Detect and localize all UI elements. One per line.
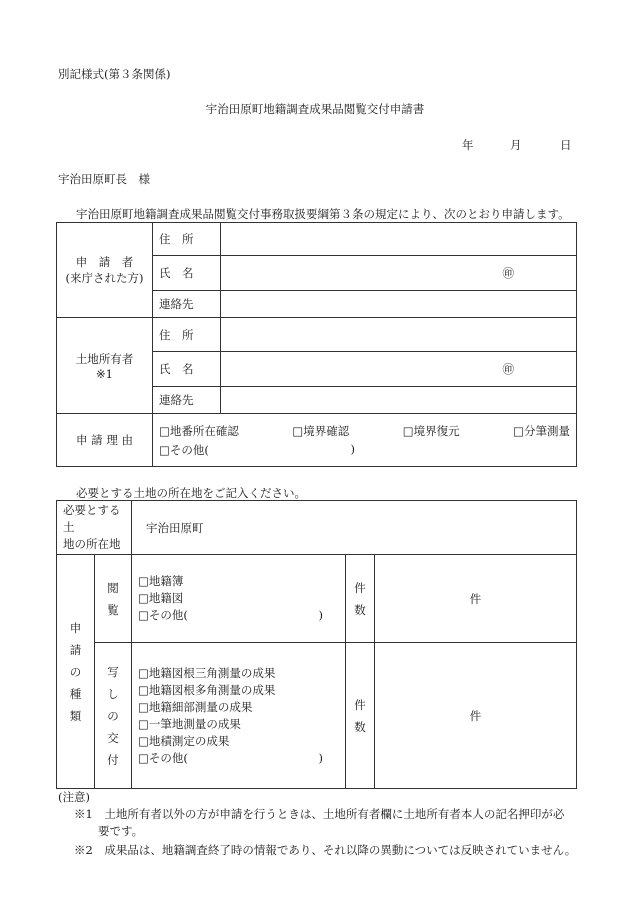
viewing-checkbox-other[interactable]: □その他( (138, 608, 188, 622)
location-field[interactable] (132, 501, 577, 555)
date-year-label: 年 (462, 138, 474, 152)
note-1-text: 土地所有者以外の方が申請を行うときは、土地所有者欄に土地所有者本人の記名押印が必 (104, 807, 565, 821)
copy-checkbox-triangulation[interactable]: □地籍図根三角測量の成果 (138, 665, 276, 680)
owner-label: 土地所有者 ※1 (57, 318, 153, 414)
notes-heading: (注意) (58, 790, 90, 804)
applicant-name-label: 氏 名 (153, 256, 221, 291)
reason-checkbox-other[interactable]: □その他( (159, 442, 209, 457)
note-1-continuation: 要です。 (98, 824, 144, 838)
owner-seal-mark: ㊞ (502, 362, 514, 376)
copy-options (132, 643, 346, 789)
viewing-checkbox-map[interactable]: □地籍図 (138, 591, 184, 605)
owner-address-field[interactable] (221, 318, 577, 352)
recipient: 宇治田原町長 様 (58, 172, 150, 186)
viewing-label: 閲 覧 (95, 555, 132, 643)
applicant-seal-mark: ㊞ (502, 266, 514, 280)
note-2-mark: ※2 (74, 843, 93, 857)
applicant-address-label: 住 所 (153, 223, 221, 256)
owner-address-label: 住 所 (153, 318, 221, 352)
location-instruction: 必要とする土地の所在地をご記入ください。 (76, 486, 306, 500)
copy-checkbox-traverse[interactable]: □地籍図根多角測量の成果 (138, 682, 276, 697)
reason-checkbox-lot-location[interactable]: □地番所在確認 (159, 423, 239, 438)
date-day-label: 日 (560, 138, 572, 152)
applicant-name-field[interactable] (221, 256, 577, 291)
copy-label: 写 し の 交 付 (95, 643, 132, 789)
copy-count-field[interactable] (375, 643, 577, 789)
reason-other-close-paren: ) (350, 441, 355, 456)
owner-contact-field[interactable] (221, 387, 577, 414)
note-1-mark: ※1 (74, 807, 93, 821)
document-title: 宇治田原町地籍調査成果品閲覧交付申請書 (205, 102, 425, 116)
applicant-label: 申 請 者 (来庁された方) (57, 223, 153, 318)
reason-checkbox-boundary-confirm[interactable]: □境界確認 (292, 423, 350, 438)
copy-count-label: 件 数 (346, 643, 375, 789)
application-type-label: 申 請 の 種 類 (57, 555, 95, 789)
request-table (56, 500, 577, 789)
owner-contact-label: 連絡先 (153, 387, 221, 414)
viewing-count-field[interactable] (375, 555, 577, 643)
application-table (56, 222, 577, 467)
applicant-address-field[interactable] (221, 223, 577, 256)
note-1 (74, 806, 564, 822)
copy-other-close-paren: ) (318, 750, 323, 765)
note-2 (74, 842, 576, 858)
applicant-contact-label: 連絡先 (153, 291, 221, 318)
reason-checkbox-subdivision[interactable]: □分筆測量 (513, 423, 570, 438)
copy-checkbox-detail-survey[interactable]: □地籍細部測量の成果 (138, 699, 253, 714)
note-2-text: 成果品は、地籍調査終了時の情報であり、それ以降の異動については反映されていません。 (104, 843, 577, 857)
viewing-count-unit: 件 (469, 591, 482, 606)
copy-checkbox-area-measurement[interactable]: □地積測定の成果 (138, 733, 230, 748)
location-prefix: 宇治田原町 (146, 520, 204, 535)
viewing-options (132, 555, 346, 643)
reason-label: 申 請 理 由 (57, 414, 153, 467)
owner-name-field[interactable] (221, 352, 577, 387)
form-number-label: 別記様式(第３条関係) (58, 67, 171, 81)
copy-checkbox-other[interactable]: □その他( (138, 750, 188, 765)
date-month-label: 月 (510, 138, 522, 152)
copy-count-unit: 件 (469, 708, 482, 723)
viewing-count-label: 件 数 (346, 555, 375, 643)
reason-options (153, 414, 577, 467)
reason-checkbox-boundary-restore[interactable]: □境界復元 (402, 423, 460, 438)
copy-checkbox-parcel-survey[interactable]: □一筆地測量の成果 (138, 716, 241, 731)
viewing-other-close-paren: ) (318, 608, 323, 622)
applicant-contact-field[interactable] (221, 291, 577, 318)
owner-name-label: 氏 名 (153, 352, 221, 387)
viewing-checkbox-register[interactable]: □地籍簿 (138, 574, 184, 588)
intro-text: 宇治田原町地籍調査成果品閲覧交付事務取扱要綱第３条の規定により、次のとおり申請します。 (76, 207, 570, 221)
location-label: 必要とする土 地の所在地 (57, 501, 132, 555)
